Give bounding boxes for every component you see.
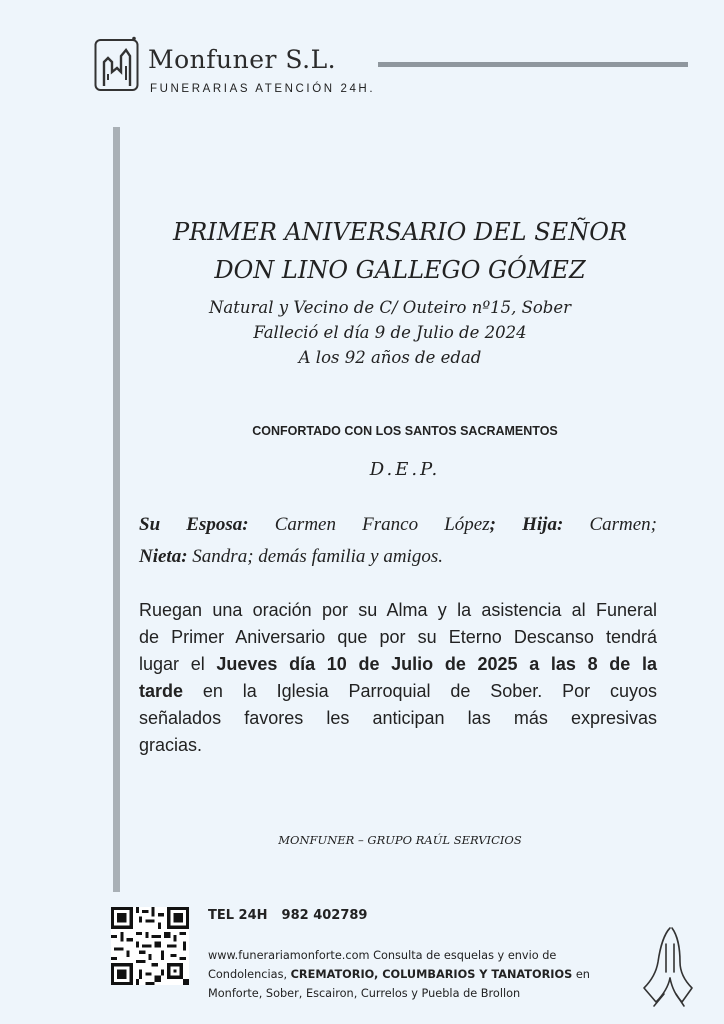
contact-line-2-pre: Condolencias, (208, 968, 291, 981)
hija-label: ; Hija: (489, 514, 564, 535)
nieta-label: Nieta: (139, 546, 188, 567)
phone-contact (208, 908, 367, 923)
family-line-1 (139, 514, 657, 536)
nieta-value: Sandra; demás familia y amigos. (187, 546, 443, 567)
body-line-3-pre: lugar el (139, 654, 217, 674)
dep-line: D.E.P. (369, 459, 441, 480)
body-line-6: gracias. (139, 735, 203, 755)
monfuner-logo-icon (94, 36, 140, 92)
contact-line-3: Monforte, Sober, Escairon, Currelos y Puebla de Brollon (208, 987, 521, 1000)
body-line-2: de Primer Aniversario que por su Eterno Descanso tendrá (139, 627, 657, 647)
website-link[interactable]: www.funerariamonforte.com (208, 949, 370, 962)
body-line-1: Ruegan una oración por su Alma y la asistencia al Funeral (139, 600, 657, 620)
fallecio-line: Falleció el día 9 de Julio de 2024 (253, 323, 527, 342)
family-line-2 (139, 546, 657, 568)
title-line-1: PRIMER ANIVERSARIO DEL SEÑOR (173, 218, 627, 246)
tel-label: TEL 24H (208, 908, 268, 923)
title-line-2: DON LINO GALLEGO GÓMEZ (214, 256, 586, 284)
footer-signature: MONFUNER – GRUPO RAÚL SERVICIOS (278, 833, 522, 847)
body-line-5: señalados favores les anticipan las más expresivas (139, 708, 657, 728)
brand-name: Monfuner S.L. (148, 45, 337, 74)
contact-line-2 (208, 968, 658, 981)
qr-code-icon[interactable] (111, 907, 189, 985)
body-line-4-post: en la Iglesia Parroquial de Sober. Por cuyos (183, 681, 657, 701)
body-line-4 (139, 681, 657, 702)
hija-value: Carmen; (563, 514, 657, 535)
contact-line-1 (208, 949, 658, 962)
confortado-line: CONFORTADO CON LOS SANTOS SACRAMENTOS (252, 424, 558, 438)
natural-line: Natural y Vecino de C/ Outeiro nº15, Sober (208, 298, 572, 317)
age-line: A los 92 años de edad (298, 348, 482, 367)
tel-number[interactable]: 982 402789 (281, 908, 368, 923)
funeral-time-tarde: tarde (139, 681, 184, 701)
esposa-label: Su Esposa: (139, 514, 249, 535)
esposa-value: Carmen Franco López (248, 514, 490, 535)
contact-line-2-post: en (572, 968, 590, 981)
header-rule (378, 62, 688, 67)
left-vertical-rule (113, 127, 120, 892)
funeral-date: Jueves día 10 de Julio de 2025 a las 8 de la (216, 654, 657, 674)
services-list: CREMATORIO, COLUMBARIOS Y TANATORIOS (290, 968, 573, 981)
praying-hands-icon (636, 922, 706, 1012)
web-description: Consulta de esquelas y envio de (369, 949, 557, 962)
body-line-3 (139, 654, 657, 675)
brand-tagline: FUNERARIAS ATENCIÓN 24H. (150, 83, 376, 95)
